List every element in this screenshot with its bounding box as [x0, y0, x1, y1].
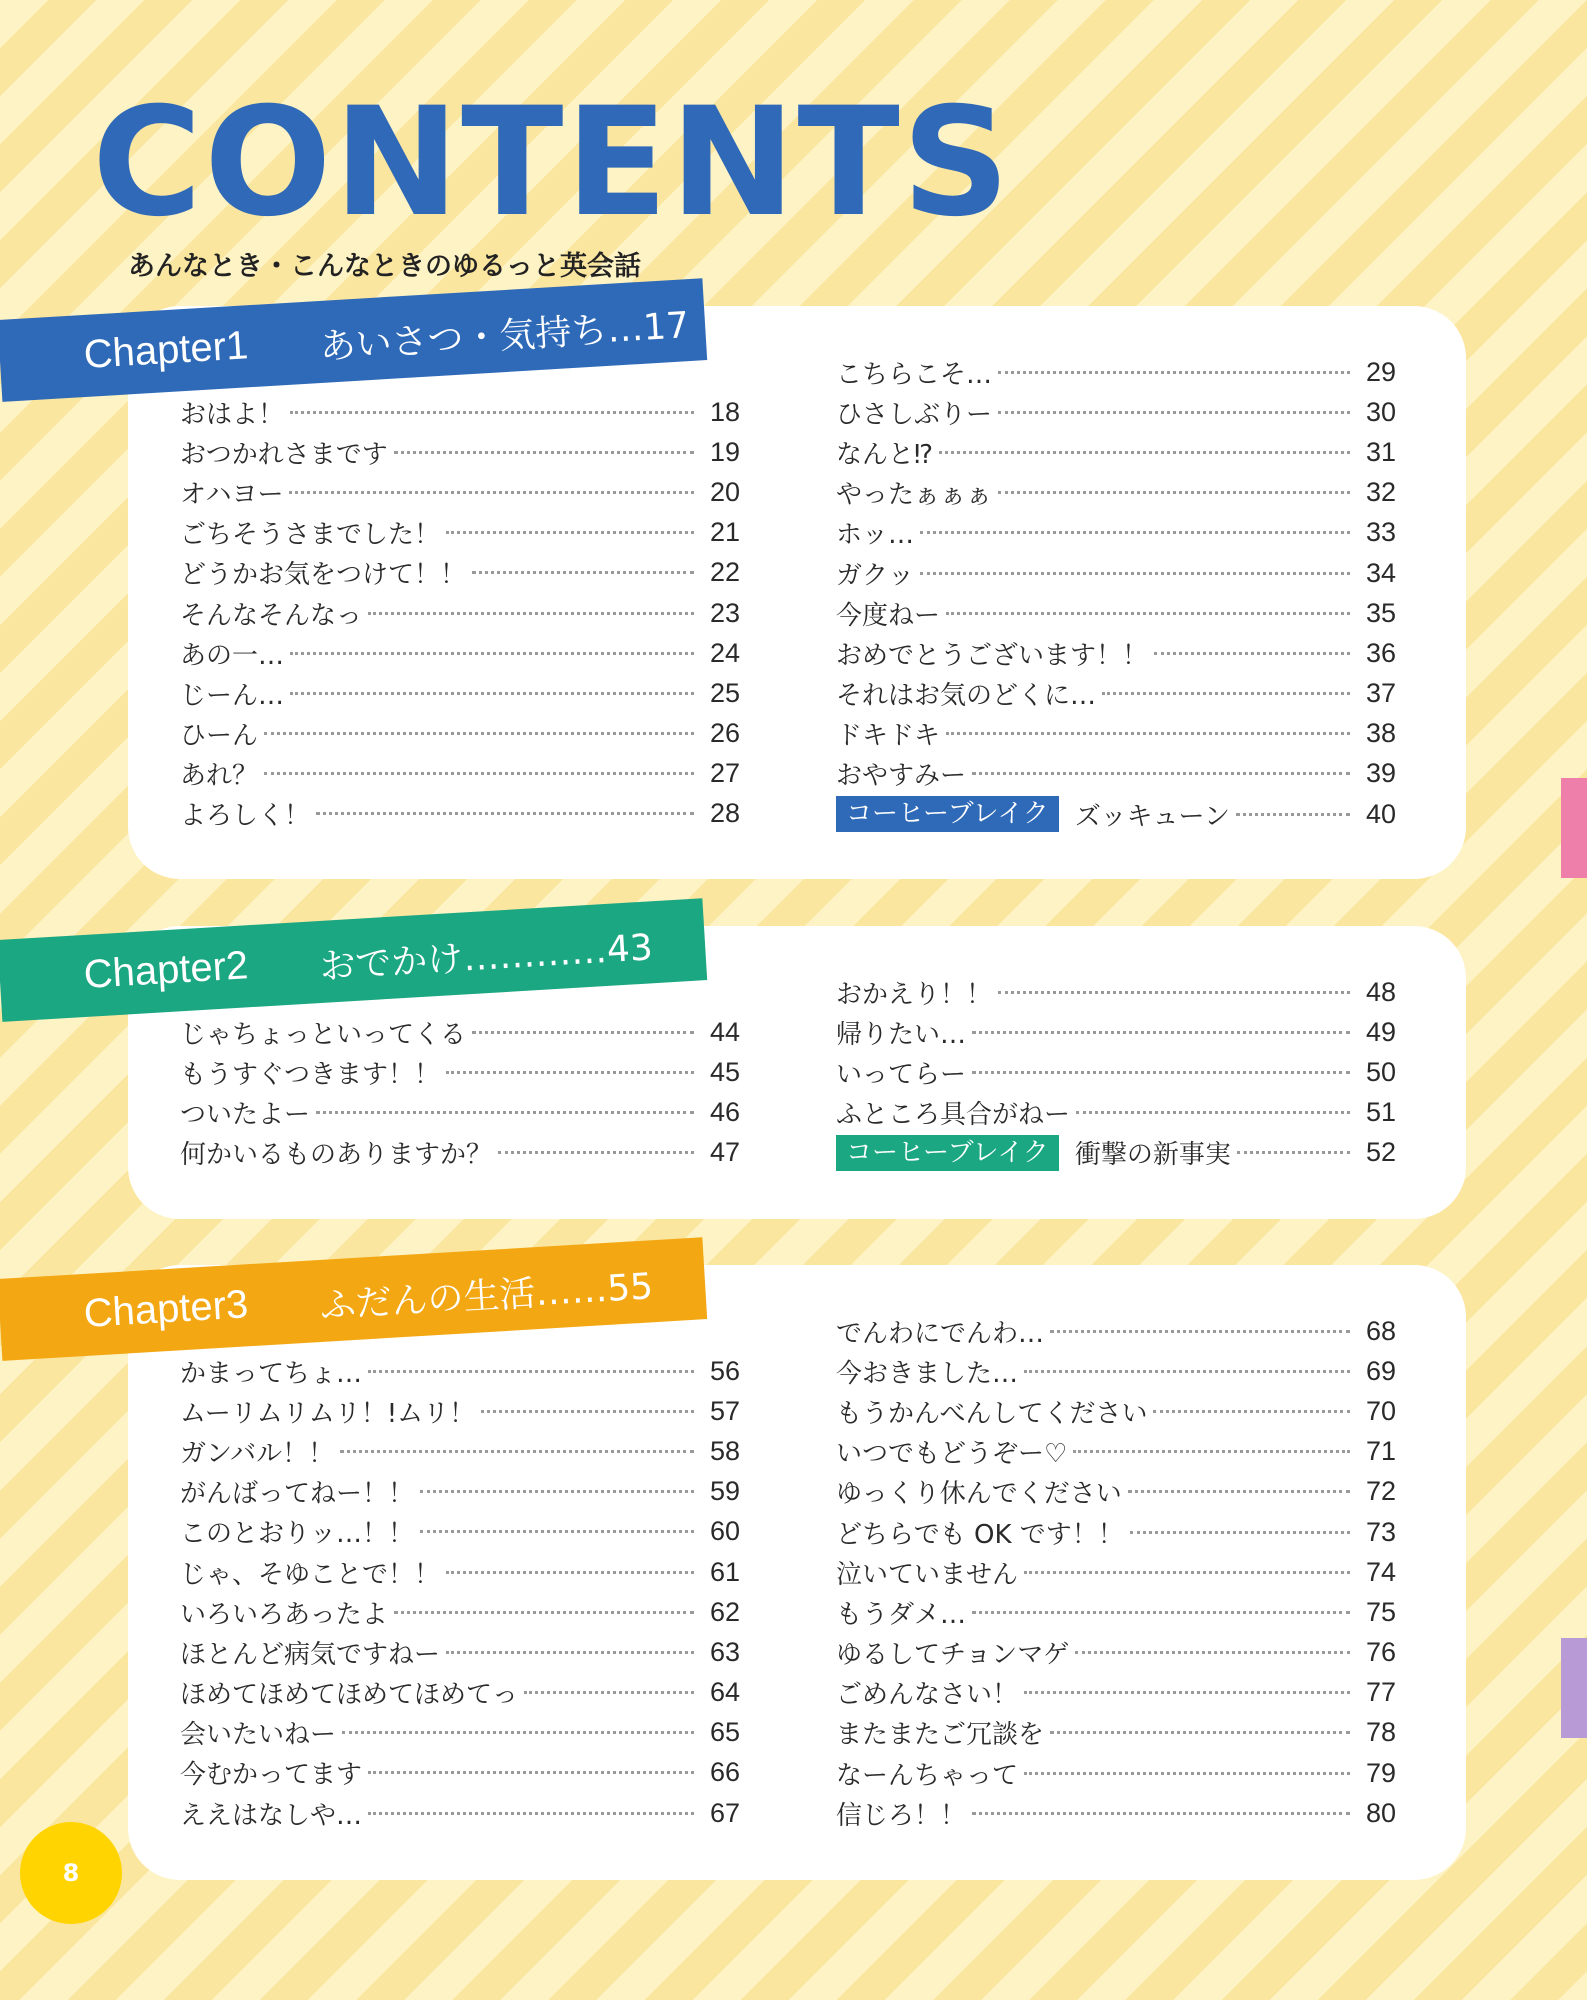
toc-entry-title: なーんちゃって	[836, 1760, 1019, 1791]
toc-entry-page: 67	[709, 1797, 740, 1828]
toc-entry	[180, 1673, 740, 1713]
toc-entry-page: 73	[1365, 1516, 1396, 1547]
dot-leader	[420, 1530, 694, 1533]
toc-entry	[836, 1432, 1396, 1472]
toc-entry-title: かまってちょ…	[180, 1358, 363, 1389]
toc-entry-title: ごめんなさい！	[836, 1680, 1019, 1711]
toc-entry-page: 30	[1365, 396, 1396, 427]
chapter3-left-list	[180, 1351, 740, 1833]
dot-leader	[1128, 1490, 1350, 1493]
dot-leader	[972, 772, 1350, 775]
toc-entry-title: もうかんべんしてください	[836, 1398, 1148, 1429]
toc-entry	[836, 633, 1396, 673]
dot-leader	[420, 1490, 694, 1493]
dot-leader	[1154, 652, 1350, 655]
toc-entry-title: ゆるしてチョンマゲ	[836, 1640, 1070, 1671]
dot-leader	[1075, 1651, 1350, 1654]
toc-entry-title: ゆっくり休んでください	[836, 1479, 1122, 1510]
toc-entry	[180, 1592, 740, 1632]
toc-entry-title: 今むかってます	[180, 1760, 363, 1791]
toc-entry	[180, 1391, 740, 1431]
chapter-label: Chapter3	[82, 1282, 250, 1336]
toc-entry-title: それはお気のどくに…	[836, 681, 1097, 712]
toc-entry-page: 39	[1365, 758, 1396, 789]
toc-entry-title: どうかお気をつけて！！	[180, 560, 467, 591]
toc-entry-title: 帰りたい…	[836, 1019, 967, 1050]
toc-entry-title: どちらでも OK です！！	[836, 1519, 1124, 1550]
toc-entry-page: 31	[1365, 436, 1396, 467]
chapter-label: Chapter1	[82, 323, 250, 377]
toc-entry-page: 22	[709, 557, 740, 588]
toc-entry-page: 72	[1365, 1476, 1396, 1507]
toc-entry-title: おめでとうございます！！	[836, 640, 1149, 671]
toc-entry-page: 60	[709, 1516, 740, 1547]
toc-entry	[180, 1552, 740, 1592]
toc-entry-title: ムーリムリムリ！!ムリ！	[180, 1398, 476, 1429]
toc-entry-title: ひさしぶりー	[836, 399, 993, 430]
dot-leader	[1050, 1330, 1350, 1333]
toc-entry	[836, 553, 1396, 593]
toc-entry	[180, 794, 740, 834]
chapter-title: あいさつ・気持ち…17	[318, 305, 691, 368]
toc-entry	[180, 714, 740, 754]
toc-entry-title: ついたよー	[180, 1099, 311, 1130]
dot-leader	[446, 1651, 694, 1654]
dot-leader	[946, 732, 1350, 735]
toc-entry-title: 衝撃の新事実	[1074, 1140, 1231, 1171]
toc-entry-page: 35	[1365, 597, 1396, 628]
toc-entry-page: 69	[1365, 1355, 1396, 1386]
dot-leader	[972, 1031, 1350, 1034]
toc-entry-title: ガクッ	[836, 560, 915, 591]
toc-entry-title: よろしく！	[180, 801, 311, 832]
toc-entry-title: あの一…	[180, 640, 285, 671]
toc-entry-title: 何かいるものありますか？	[180, 1140, 493, 1171]
toc-entry-page: 18	[709, 396, 740, 427]
toc-entry-title: 今度ねー	[836, 600, 941, 631]
toc-entry-page: 61	[709, 1556, 740, 1587]
toc-entry-page: 64	[709, 1677, 740, 1708]
coffee-break-tag: コーヒーブレイク	[836, 1135, 1059, 1171]
toc-entry	[180, 1052, 740, 1092]
dot-leader	[998, 491, 1350, 494]
dot-leader	[368, 1771, 694, 1774]
dot-leader	[394, 451, 694, 454]
toc-entry-page: 47	[709, 1137, 740, 1168]
dot-leader	[472, 571, 694, 574]
toc-entry-title: いってらー	[836, 1059, 967, 1090]
toc-entry-page: 78	[1365, 1717, 1396, 1748]
dot-leader	[1076, 1111, 1350, 1114]
page-subtitle: あんなとき・こんなときのゆるっと英会話	[128, 251, 641, 282]
toc-entry	[180, 1793, 740, 1833]
dot-leader	[1050, 1731, 1350, 1734]
chapter2-left-list	[180, 1012, 740, 1173]
toc-entry-page: 44	[709, 1016, 740, 1047]
toc-entry-page: 36	[1365, 637, 1396, 668]
dot-leader	[446, 1571, 694, 1574]
chapter1-card	[128, 306, 1466, 879]
dot-leader	[290, 652, 694, 655]
toc-entry-page: 63	[709, 1636, 740, 1667]
dot-leader	[946, 612, 1350, 615]
dot-leader	[1073, 1450, 1350, 1453]
toc-entry	[836, 794, 1396, 834]
toc-entry	[180, 513, 740, 553]
toc-entry-page: 65	[709, 1717, 740, 1748]
toc-entry-page: 27	[709, 758, 740, 789]
toc-entry-title: おかえり！！	[836, 979, 993, 1010]
toc-entry	[180, 1512, 740, 1552]
toc-entry-page: 52	[1365, 1137, 1396, 1168]
dot-leader	[342, 1731, 694, 1734]
toc-entry-page: 75	[1365, 1596, 1396, 1627]
toc-entry	[836, 352, 1396, 392]
chapter3-card	[128, 1265, 1466, 1880]
toc-entry	[180, 1012, 740, 1052]
toc-entry	[836, 1512, 1396, 1552]
dot-leader	[368, 1812, 694, 1815]
toc-entry	[836, 1633, 1396, 1673]
toc-entry-title: でんわにでんわ…	[836, 1318, 1045, 1349]
toc-entry-title: こちらこそ…	[836, 359, 993, 390]
dot-leader	[446, 531, 694, 534]
toc-entry	[180, 754, 740, 794]
toc-entry-page: 80	[1365, 1797, 1396, 1828]
toc-entry	[836, 1133, 1396, 1173]
toc-entry-title: 泣いていません	[836, 1559, 1019, 1590]
page-title: CONTENTS	[92, 76, 1012, 250]
toc-entry	[180, 673, 740, 713]
dot-leader	[368, 612, 694, 615]
dot-leader	[524, 1691, 694, 1694]
toc-entry	[180, 553, 740, 593]
toc-entry	[836, 432, 1396, 472]
toc-entry	[836, 1052, 1396, 1092]
toc-entry	[180, 472, 740, 512]
chapter2-right-list	[836, 972, 1396, 1173]
dot-leader	[939, 451, 1350, 454]
toc-entry-title: またまたご冗談を	[836, 1720, 1045, 1751]
toc-entry-page: 48	[1365, 976, 1396, 1007]
toc-entry-title: そんなそんなっ	[180, 600, 363, 631]
toc-entry	[836, 513, 1396, 553]
toc-entry-title: ひーん	[180, 721, 259, 752]
toc-entry	[836, 1753, 1396, 1793]
toc-entry-page: 51	[1365, 1097, 1396, 1128]
toc-entry	[836, 972, 1396, 1012]
dot-leader	[264, 732, 694, 735]
toc-entry-title: ガンバル！！	[180, 1438, 335, 1469]
toc-entry-page: 74	[1365, 1556, 1396, 1587]
dot-leader	[264, 772, 694, 775]
toc-entry-page: 66	[709, 1757, 740, 1788]
toc-entry	[836, 1351, 1396, 1391]
toc-entry	[836, 1472, 1396, 1512]
chapter1-right-list	[836, 352, 1396, 834]
toc-entry-title: あれ？	[180, 761, 259, 792]
toc-entry	[836, 1552, 1396, 1592]
toc-entry-page: 58	[709, 1435, 740, 1466]
toc-entry	[836, 593, 1396, 633]
toc-entry-title: じゃ、そゆことで！！	[180, 1559, 441, 1590]
toc-entry-page: 68	[1365, 1315, 1396, 1346]
dot-leader	[1024, 1691, 1350, 1694]
toc-entry-page: 20	[709, 476, 740, 507]
toc-entry	[836, 1093, 1396, 1133]
toc-entry-title: いろいろあったよ	[180, 1599, 388, 1630]
dot-leader	[394, 1611, 694, 1614]
toc-entry-title: 会いたいねー	[180, 1720, 337, 1751]
toc-entry-page: 32	[1365, 477, 1396, 508]
toc-entry	[836, 1793, 1396, 1833]
toc-entry	[180, 633, 740, 673]
toc-entry-title: もうすぐつきます！！	[180, 1059, 441, 1090]
toc-entry	[836, 1592, 1396, 1632]
chapter-label: Chapter2	[82, 943, 250, 997]
dot-leader	[1024, 1772, 1350, 1775]
dot-leader	[1130, 1531, 1350, 1534]
dot-leader	[368, 1370, 694, 1373]
dot-leader	[920, 531, 1350, 534]
toc-entry	[836, 1673, 1396, 1713]
toc-entry-page: 37	[1365, 678, 1396, 709]
dot-leader	[498, 1151, 694, 1154]
toc-entry-page: 40	[1365, 798, 1396, 829]
page-number: 8	[20, 1822, 122, 1924]
toc-entry-page: 76	[1365, 1637, 1396, 1668]
toc-entry-page: 28	[709, 798, 740, 829]
toc-entry-page: 46	[709, 1096, 740, 1127]
dot-leader	[920, 572, 1350, 575]
chapter1-left-list	[180, 392, 740, 834]
dot-leader	[1102, 692, 1350, 695]
toc-entry	[836, 1311, 1396, 1351]
toc-entry-page: 59	[709, 1476, 740, 1507]
dot-leader	[340, 1450, 694, 1453]
toc-entry-title: ええはなしや…	[180, 1800, 363, 1831]
toc-entry-title: おつかれさまです	[180, 439, 388, 470]
toc-entry-title: じゃちょっといってくる	[180, 1019, 467, 1050]
toc-entry	[180, 1713, 740, 1753]
toc-entry	[180, 1351, 740, 1391]
toc-entry-title: 今おきました…	[836, 1358, 1019, 1389]
toc-entry-title: ほめてほめてほめてほめてっ	[180, 1680, 519, 1711]
dot-leader	[289, 491, 694, 494]
toc-entry-title: ふところ具合がねー	[836, 1100, 1071, 1131]
dot-leader	[290, 411, 694, 414]
toc-entry-page: 24	[709, 637, 740, 668]
toc-entry-title: やったぁぁぁ	[836, 480, 993, 511]
dot-leader	[472, 1031, 694, 1034]
dot-leader	[998, 371, 1350, 374]
toc-entry-title: 信じろ！！	[836, 1800, 967, 1831]
chapter3-right-list	[836, 1311, 1396, 1833]
toc-entry	[180, 1753, 740, 1793]
toc-entry-title: じーん…	[180, 680, 285, 711]
toc-entry-page: 77	[1365, 1677, 1396, 1708]
toc-entry-page: 33	[1365, 517, 1396, 548]
dot-leader	[316, 1111, 694, 1114]
dot-leader	[481, 1410, 694, 1413]
dot-leader	[972, 1812, 1350, 1815]
dot-leader	[290, 692, 694, 695]
chapter-title: ふだんの生活……55	[318, 1266, 655, 1327]
toc-entry	[836, 754, 1396, 794]
toc-entry-page: 21	[709, 517, 740, 548]
toc-entry-page: 34	[1365, 557, 1396, 588]
toc-entry	[836, 1713, 1396, 1753]
toc-entry-page: 38	[1365, 718, 1396, 749]
dot-leader	[316, 812, 694, 815]
toc-entry	[180, 1472, 740, 1512]
toc-entry	[180, 593, 740, 633]
dot-leader	[998, 411, 1350, 414]
toc-entry-page: 23	[709, 597, 740, 628]
toc-entry-page: 57	[709, 1395, 740, 1426]
dot-leader	[972, 1611, 1350, 1614]
toc-entry-title: ほとんど病気ですねー	[180, 1639, 441, 1670]
side-index-tab-pink	[1561, 778, 1587, 878]
dot-leader	[1237, 1151, 1350, 1154]
toc-entry	[836, 473, 1396, 513]
toc-entry	[836, 714, 1396, 754]
toc-entry-page: 49	[1365, 1016, 1396, 1047]
toc-entry	[180, 432, 740, 472]
dot-leader	[1024, 1571, 1350, 1574]
toc-entry-title: ズッキューン	[1074, 801, 1231, 832]
toc-entry-title: ごちそうさまでした！	[180, 520, 441, 551]
toc-entry-title: ホッ…	[836, 520, 915, 551]
toc-entry	[836, 674, 1396, 714]
toc-entry-title: おやすみー	[836, 761, 967, 792]
toc-entry-page: 79	[1365, 1757, 1396, 1788]
toc-entry-page: 45	[709, 1056, 740, 1087]
toc-entry-title: いつでもどうぞー♡	[836, 1439, 1068, 1470]
toc-entry	[180, 1431, 740, 1471]
toc-entry	[180, 1092, 740, 1132]
toc-entry-page: 25	[709, 677, 740, 708]
dot-leader	[446, 1071, 694, 1074]
toc-entry-title: このとおりッ…！！	[180, 1519, 415, 1550]
toc-entry-title: オハヨー	[180, 479, 284, 510]
dot-leader	[972, 1071, 1350, 1074]
toc-entry-title: もうダメ…	[836, 1599, 967, 1630]
toc-entry-page: 19	[709, 436, 740, 467]
toc-entry-page: 26	[709, 718, 740, 749]
toc-entry-page: 71	[1365, 1436, 1396, 1467]
toc-entry-page: 50	[1365, 1056, 1396, 1087]
toc-entry-page: 70	[1365, 1395, 1396, 1426]
toc-entry-title: ドキドキ	[836, 721, 941, 752]
toc-entry-title: おはよ！	[180, 399, 285, 430]
toc-entry	[180, 1133, 740, 1173]
toc-entry	[836, 1391, 1396, 1431]
toc-entry-title: がんばってねー！！	[180, 1479, 415, 1510]
toc-entry	[836, 392, 1396, 432]
dot-leader	[1236, 813, 1350, 816]
toc-entry-title: なんと⁉	[836, 439, 934, 470]
toc-entry	[836, 1012, 1396, 1052]
chapter-title: おでかけ…………43	[318, 927, 654, 988]
dot-leader	[1024, 1370, 1350, 1373]
dot-leader	[998, 991, 1350, 994]
toc-entry-page: 29	[1365, 356, 1396, 387]
toc-entry-page: 56	[709, 1355, 740, 1386]
toc-entry-page: 62	[709, 1596, 740, 1627]
toc-entry	[180, 1632, 740, 1672]
side-index-tab-purple	[1561, 1638, 1587, 1738]
coffee-break-tag: コーヒーブレイク	[836, 796, 1059, 832]
dot-leader	[1153, 1410, 1350, 1413]
toc-entry	[180, 392, 740, 432]
